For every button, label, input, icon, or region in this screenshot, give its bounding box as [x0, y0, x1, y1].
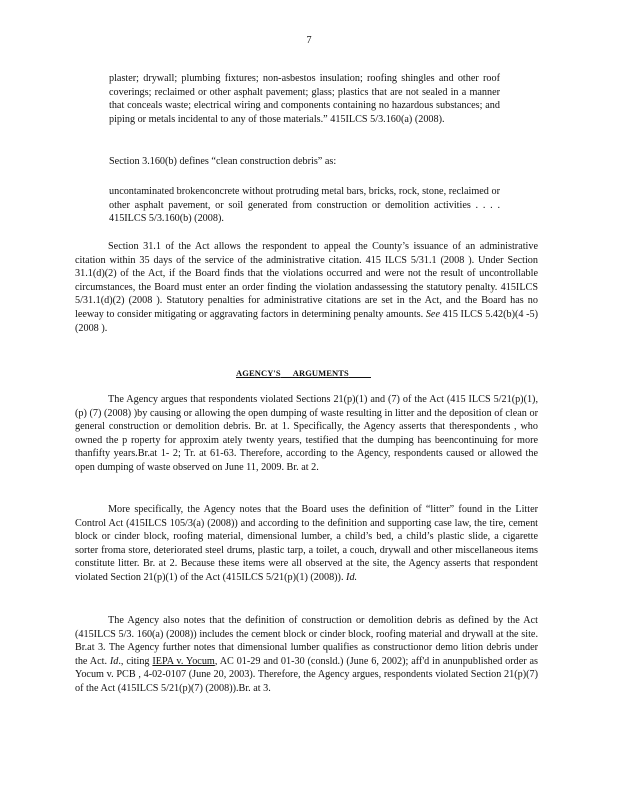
- page-number: 7: [306, 35, 312, 46]
- agency-para-3-text: [75, 614, 538, 696]
- quote-block-2: uncontaminated brokenconcrete without protruding metal bars, bricks, rock, stone, reclaimed or other asphalt pavement, or soil generated from construction or demolition activities . . . . 415ILCS 5/3.160(b) (2008).: [109, 186, 500, 225]
- section-31-paragraph: [75, 240, 538, 335]
- see-signal: See: [425, 308, 440, 320]
- id-signal-2: Id: [109, 655, 119, 667]
- quoted-definition-clean-debris: [109, 185, 500, 226]
- citing-text: ., citing: [118, 655, 150, 667]
- heading-rule: [281, 377, 293, 378]
- agency-para-2-text: [75, 503, 538, 585]
- heading-part-1: AGENCY'S: [236, 368, 281, 378]
- section-line: Section 3.160(b) defines “clean construction debris” as:: [109, 156, 337, 167]
- agency-paragraph-1: [75, 393, 538, 475]
- case-citation: IEPA v. Yocum: [152, 655, 215, 667]
- agency-paragraph-3: [75, 614, 538, 696]
- agency-para-2-body: More specifically, the Agency notes that the Board uses the definition of “litter” found in the Litter Control Act (415ILCS 105/3(a) (2008)) and according to the definition and supporting case law, the tire, cement block or cinder block, roofing material, dimensional lumber, a child’s bed, a child’s plastic slide, a cigarette sorter froma store, deteriorated steel drums, plastic tarp, a toilet, a couch, drywall and other miscellaneous items constitute litter. Br. at 2. Because these items were all observed at the site, the Agency asserts that respondent violated Section 21(p)(1) of the Act (415ILCS 5/21(p)(1) (2008)).: [75, 504, 538, 583]
- section-3160b-intro: [109, 155, 500, 169]
- para-31-body: Section 31.1 of the Act allows the respondent to appeal the County’s issuance of an administrative citation within 35 days of the service of the administrative citation. 415 ILCS 5/31.1 (2008 ). Under Section 31.1(d)(2) of the Act, if the Board finds that the violations occurred and were not the result of uncontrollable circumstances, the Board must enter an order finding the violation andassessing the statutory penalty. 415ILCS 5/31.1(d)(2) (2008 ). Statutory penalties for administrative citations are set in the Act, and the Board has no leeway to consider mitigating or aggravating factors in determining penalty amounts.: [75, 241, 538, 320]
- agency-para-1-text: The Agency argues that respondents violated Sections 21(p)(1) and (7) of the Act (415 ILCS 5/21(p)(1), (p) (7) (2008) )by causing or allowing the open dumping of waste resulting in litter and the deposition of clean or general construction or demolition debris. Br. at 1. Specifically, the Agency asserts that therespondents , who owned the p roperty for approxim ately twenty years, testified that the dumping has beencontinuing for more thanfifty years.Br.at 1- 2; Tr. at 61-63. Therefore, according to the Agency, respondents caused or allowed the open dumping of waste observed on June 11, 2009. Br. at 2.: [75, 394, 538, 473]
- heading-rule-end: [349, 377, 371, 378]
- para-31-tail: 415 ILCS 5.42(b)(4 -5) (2008 ).: [75, 308, 539, 334]
- section-heading: [236, 367, 371, 381]
- section-31-text: [75, 240, 538, 335]
- agency-para-3-tail: , AC 01-29 and 01-30 (consld.) (June 6, 2002); aff'd in anunpublished order as Yocum v. PCB , 4-02-0107 (June 20, 2003). Therefore, the Agency argues, respondents violated Section 21(p)(7) of the Act (415ILCS 5/21(p)(7) (2008)).Br. at 3.: [75, 655, 539, 694]
- id-signal: Id.: [346, 571, 358, 583]
- agency-para-3-body: The Agency also notes that the definition of construction or demolition debris as defined by the Act (415ILCS 5/3. 160(a) (2008)) includes the cement block or cinder block, roofing material and drywall at the site. Br.at 3. The Agency further notes that dimensional lumber qualifies as constructionor demo lition debris under the Act.: [75, 615, 538, 667]
- quoted-definition-continuation: [109, 72, 500, 126]
- heading-part-2: ARGUMENTS: [292, 368, 349, 378]
- agency-paragraph-2: [75, 503, 538, 585]
- quote-block-1: plaster; drywall; plumbing fixtures; non-asbestos insulation; roofing shingles and other roof coverings; reclaimed or other asphalt pavement; glass; plastics that are not sealed in a manner that conceals waste; electrical wiring and components containing no hazardous substances; and piping or metals incidental to any of those materials.” 415ILCS 5/3.160(a) (2008).: [109, 73, 500, 125]
